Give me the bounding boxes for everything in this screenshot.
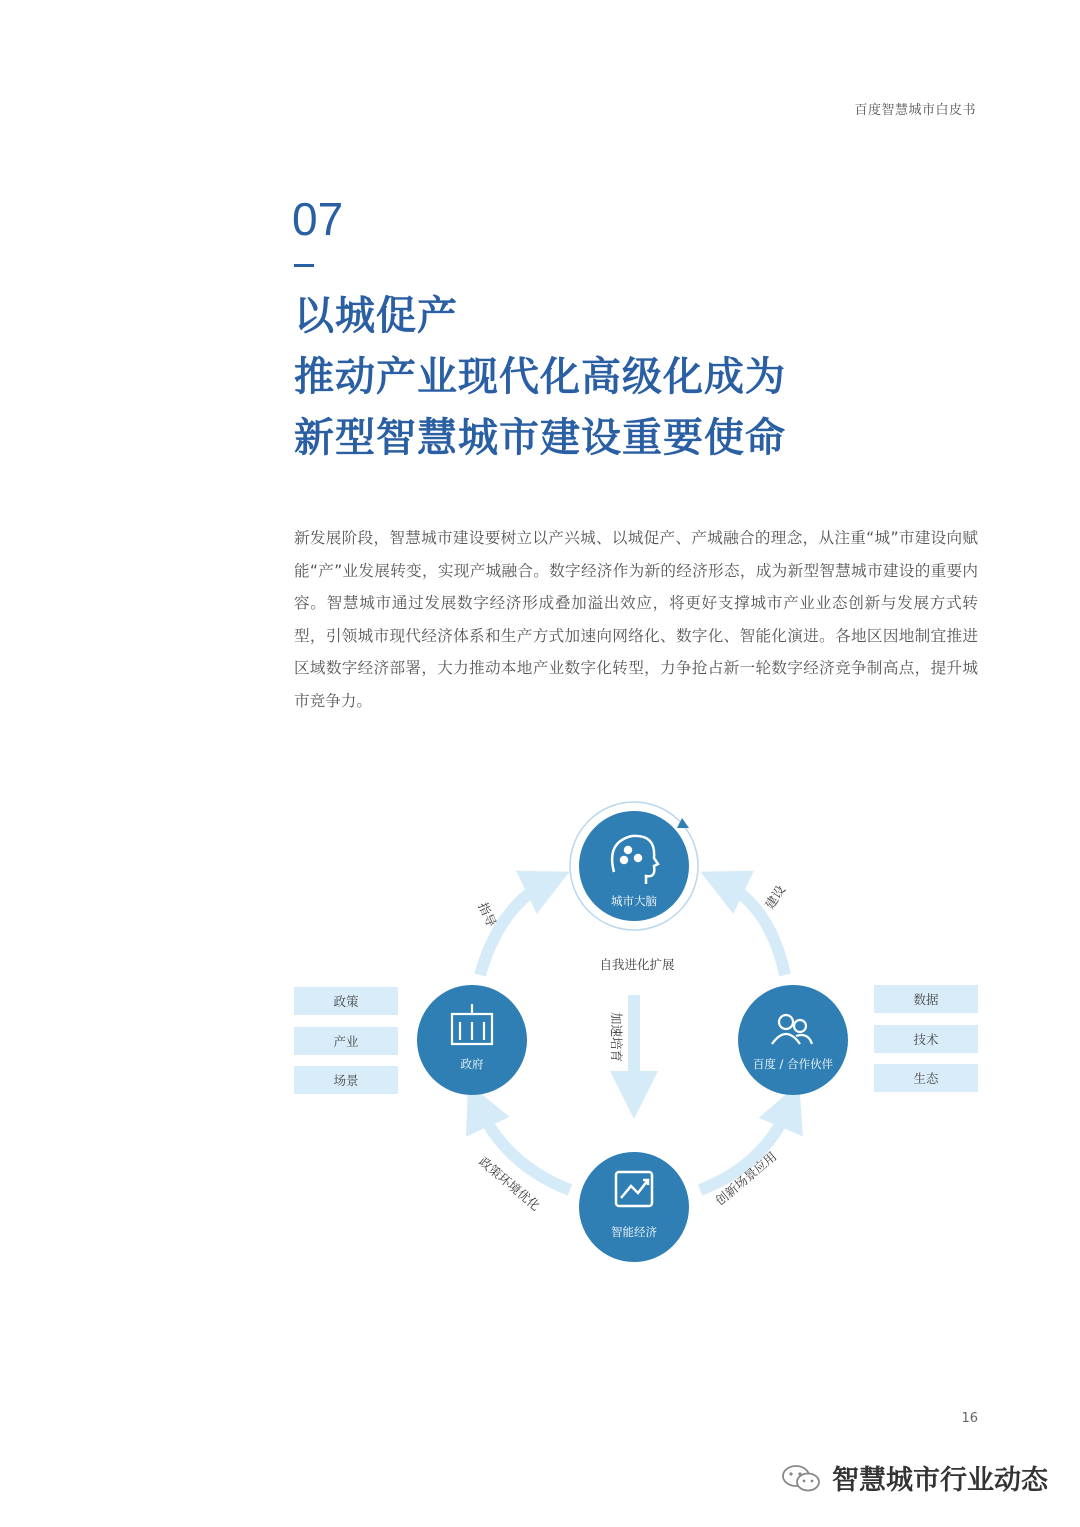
watermark bbox=[780, 1458, 1048, 1497]
left-box-industry: 产业 bbox=[294, 1027, 398, 1055]
page-number: 16 bbox=[961, 1411, 978, 1426]
left-box-scenario: 场景 bbox=[294, 1066, 398, 1094]
node-partners-label: 百度 / 合作伙伴 bbox=[752, 1057, 834, 1071]
chapter-title-line: 以城促产 bbox=[294, 293, 458, 339]
right-box-data: 数据 bbox=[874, 985, 978, 1013]
build-label: 建设 bbox=[761, 882, 789, 912]
chapter-title-line: 推动产业现代化高级化成为 bbox=[294, 354, 786, 400]
node-government-label: 政府 bbox=[460, 1057, 484, 1071]
node-city-brain-label: 城市大脑 bbox=[611, 894, 657, 908]
policy-env-label: 政策环境优化 bbox=[476, 1153, 544, 1214]
node-partners bbox=[738, 985, 848, 1095]
right-box-ecosystem: 生态 bbox=[874, 1064, 978, 1092]
arrow-guide bbox=[480, 882, 548, 975]
right-box-technology: 技术 bbox=[874, 1025, 978, 1053]
watermark-text: 智慧城市行业动态 bbox=[832, 1465, 1048, 1496]
wechat-icon bbox=[780, 1463, 824, 1493]
header-title: 百度智慧城市白皮书 bbox=[854, 103, 976, 118]
node-smart-economy-label: 智能经济 bbox=[611, 1225, 657, 1239]
body-paragraph: 新发展阶段，智慧城市建设要树立以产兴城、以城促产、产城融合的理念，从注重“城”市建设向赋能“产”业发展转变，实现产城融合。数字经济作为新的经济形态，成为新型智慧城市建设的重要内容。智慧城市通过发展数字经济形成叠加溢出效应，将更好支撑城市产业业态创新与发展方式转型，引领城市现代经济体系和生产方式加速向网络化、数字化、智能化演进。各地区因地制宜推进区域数字经济部署，大力推动本地产业数字化转型，力争抢占新一轮数字经济竞争制高点，提升城市竞争力。 bbox=[294, 529, 978, 710]
chapter-number: 07 bbox=[292, 193, 344, 245]
guide-label: 指导 bbox=[475, 899, 500, 929]
self-evolution-label: 自我进化扩展 bbox=[599, 957, 675, 972]
left-box-policy: 政策 bbox=[294, 987, 398, 1015]
innovation-apps-label: 创新场景应用 bbox=[712, 1148, 780, 1209]
chapter-title-line: 新型智慧城市建设重要使命 bbox=[294, 415, 786, 461]
accelerate-label: 加速培育 bbox=[609, 1012, 624, 1063]
